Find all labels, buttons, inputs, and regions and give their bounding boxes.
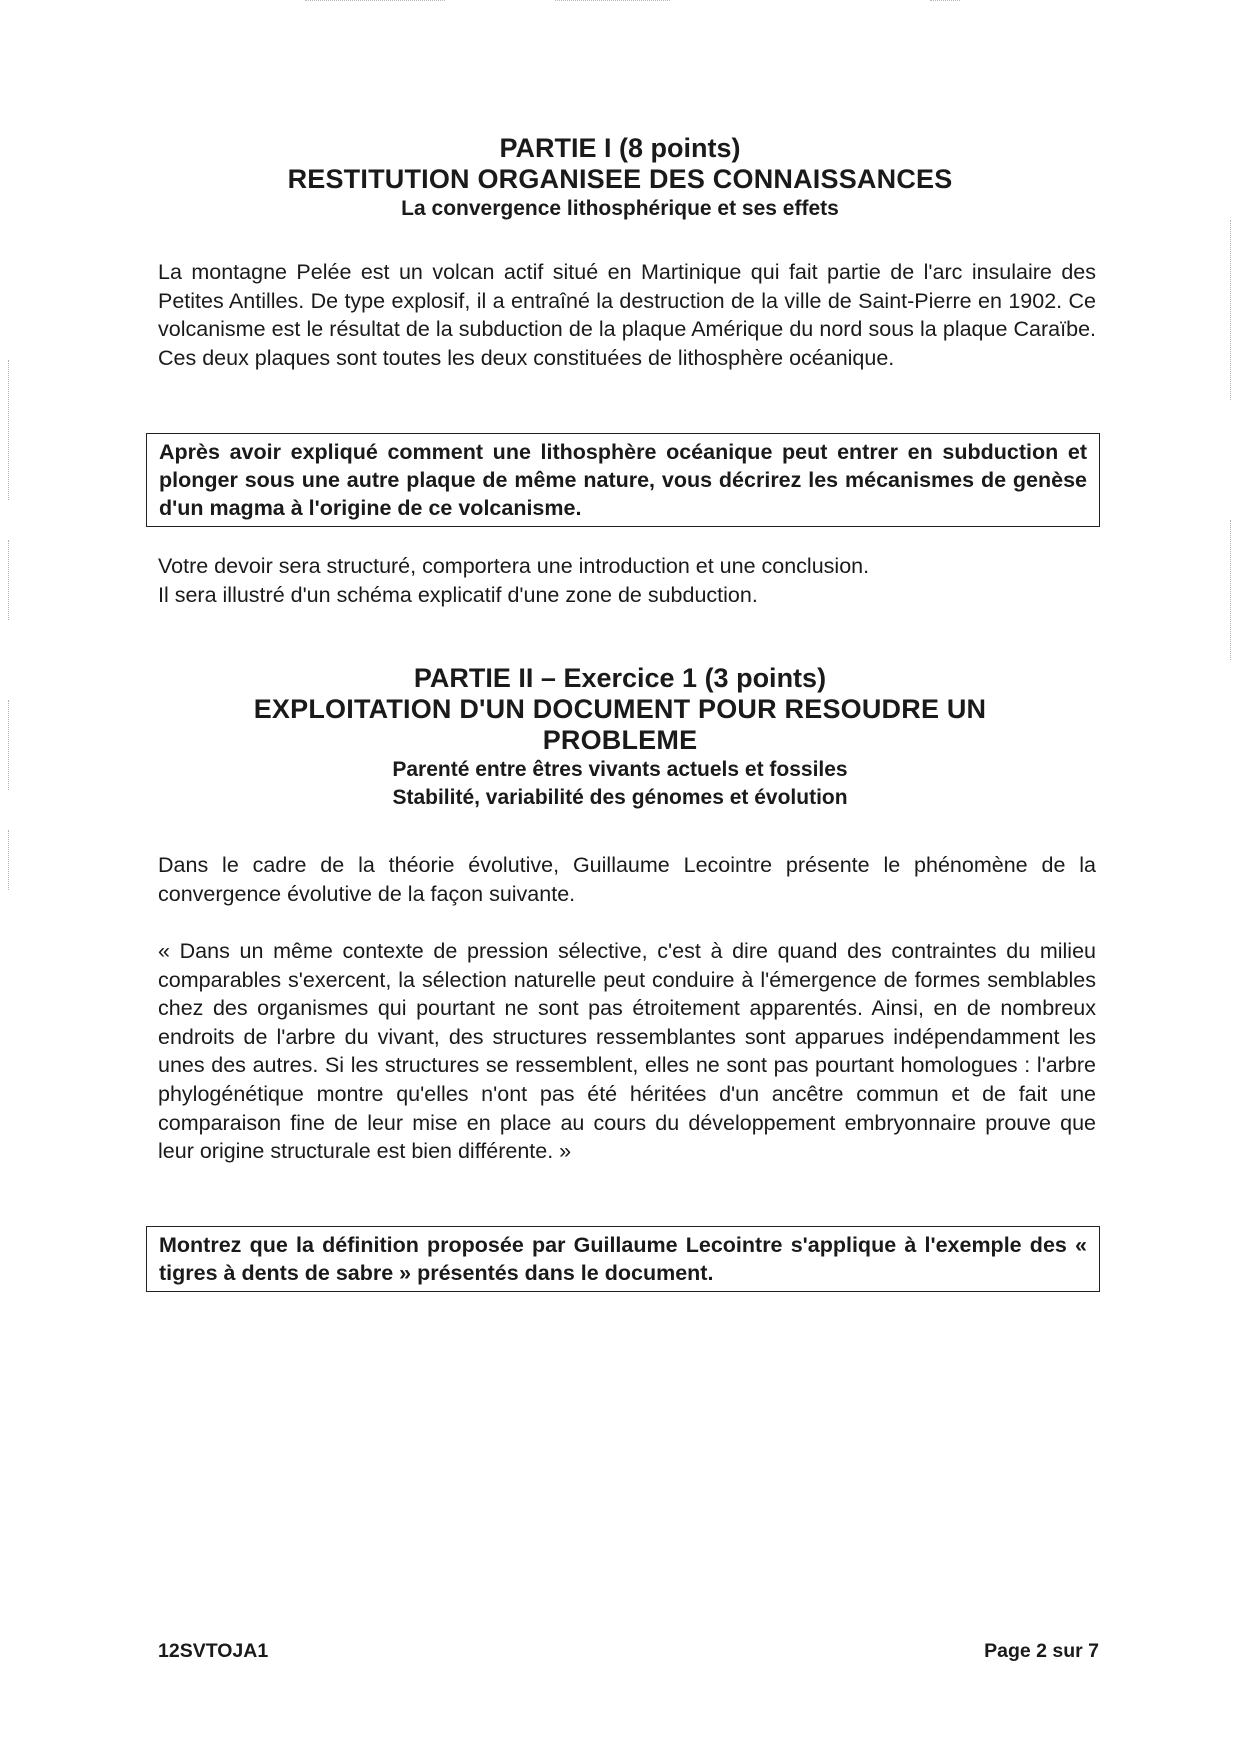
scan-artifact-left-1 [8, 360, 9, 500]
partie2-heading-block [140, 663, 1100, 812]
scan-artifact-top-2 [555, 0, 670, 4]
scan-artifact-right-2 [1230, 520, 1231, 660]
partie2-heading: PARTIE II – Exercice 1 (3 points) [413, 663, 827, 693]
partie1-subtitle: La convergence lithosphérique et ses effets [401, 197, 839, 220]
partie1-instructions [158, 552, 1096, 609]
partie2-question-box [146, 1226, 1100, 1292]
partie2-quote-text: « Dans un même contexte de pression sélective, c'est à dire quand des contraintes du milieu comparables s'exercent, la sélection naturelle peut conduire à l'émergence de formes semblables chez des organismes qui pourtant ne sont pas étroitement apparentés. Ainsi, en de nombreux endroits de l'arbre du vivant, des structures ressemblantes sont apparues indépendamment les unes des autres. Si les structures se ressemblent, elles ne sont pas pourtant homologues : l'arbre phylogénétique montre qu'elles n'ont pas été héritées d'un ancêtre commun et de fait une comparaison fine de leur mise en place au cours du développement embryonnaire prouve que leur origine structurale est bien différente. » [158, 939, 1096, 1164]
partie2-intro-text: Dans le cadre de la théorie évolutive, Guillaume Lecointre présente le phénomène de la convergence évolutive de la façon suivante. [158, 853, 1096, 906]
scan-artifact-left-3 [8, 700, 9, 790]
scan-artifact-top-1 [305, 0, 445, 4]
partie2-intro [158, 851, 1096, 908]
partie1-instruction-1: Votre devoir sera structuré, comportera une introduction et une conclusion. [158, 554, 870, 578]
partie2-title-line2: PROBLEME [542, 725, 698, 755]
footer-code: 12SVTOJA1 [158, 1640, 269, 1662]
partie1-title: RESTITUTION ORGANISEE DES CONNAISSANCES [287, 164, 953, 194]
partie2-subtitle-1: Parenté entre êtres vivants actuels et fossiles [392, 758, 848, 781]
scan-artifact-left-4 [8, 830, 9, 890]
scan-artifact-right-1 [1230, 220, 1231, 400]
scan-artifact-left-2 [8, 540, 9, 620]
footer-page-number: Page 2 sur 7 [984, 1640, 1099, 1662]
partie1-intro [158, 258, 1096, 372]
partie1-heading-block [140, 133, 1100, 223]
partie2-title-line1: EXPLOITATION D'UN DOCUMENT POUR RESOUDRE UN [253, 694, 987, 724]
scan-artifact-top-3 [930, 0, 960, 4]
partie1-intro-text: La montagne Pelée est un volcan actif situé en Martinique qui fait partie de l'arc insulaire des Petites Antilles. De type explosif, il a entraîné la destruction de la ville de Saint-Pierre en 1902. Ce volcanisme est le résultat de la subduction de la plaque Amérique du nord sous la plaque Caraïbe. Ces deux plaques sont toutes les deux constituées de lithosphère océanique. [158, 260, 1096, 370]
partie2-subtitle-2: Stabilité, variabilité des génomes et évolution [392, 786, 848, 809]
partie1-question-text: Après avoir expliqué comment une lithosphère océanique peut entrer en subduction et plonger sous une autre plaque de même nature, vous décrirez les mécanismes de genèse d'un magma à l'origine de ce volcanisme. [159, 440, 1087, 520]
partie1-heading: PARTIE I (8 points) [499, 133, 741, 163]
partie1-instruction-2: Il sera illustré d'un schéma explicatif d'une zone de subduction. [158, 582, 758, 607]
partie2-quote [158, 937, 1096, 1166]
partie1-question-box [146, 433, 1100, 527]
partie2-question-text: Montrez que la définition proposée par Guillaume Lecointre s'applique à l'exemple des « tigres à dents de sabre » présentés dans le document. [159, 1233, 1087, 1285]
